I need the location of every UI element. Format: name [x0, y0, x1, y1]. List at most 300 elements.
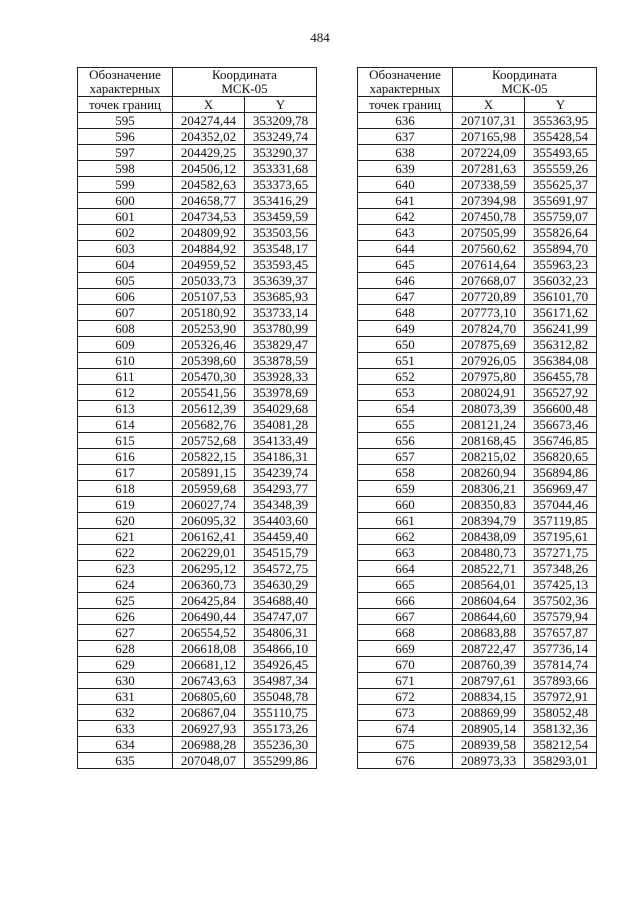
x-cell: 204274,44 [173, 113, 245, 129]
table-row [78, 177, 317, 193]
table-row [358, 513, 597, 529]
y-cell: 353639,37 [245, 273, 317, 289]
x-cell: 208722,47 [453, 641, 525, 657]
point-id-cell: 647 [358, 289, 453, 305]
point-id-cell: 641 [358, 193, 453, 209]
point-id-cell: 646 [358, 273, 453, 289]
x-cell: 208121,24 [453, 417, 525, 433]
point-id-cell: 601 [78, 209, 173, 225]
table-row [358, 161, 597, 177]
y-cell: 355625,37 [525, 177, 597, 193]
x-cell: 208797,61 [453, 673, 525, 689]
table-row [78, 737, 317, 753]
point-id-cell: 645 [358, 257, 453, 273]
table-row [78, 721, 317, 737]
table-row [78, 161, 317, 177]
x-cell: 208394,79 [453, 513, 525, 529]
y-cell: 356820,65 [525, 449, 597, 465]
table-row [78, 609, 317, 625]
x-cell: 205180,92 [173, 305, 245, 321]
designation-header-line3: точек границ [358, 97, 453, 113]
point-id-cell: 629 [78, 657, 173, 673]
y-cell: 354515,79 [245, 545, 317, 561]
table-row [358, 401, 597, 417]
table-row [78, 545, 317, 561]
y-cell: 353548,17 [245, 241, 317, 257]
table-row [78, 385, 317, 401]
y-cell: 353249,74 [245, 129, 317, 145]
table-row [358, 689, 597, 705]
point-id-cell: 657 [358, 449, 453, 465]
y-cell: 354987,34 [245, 673, 317, 689]
table-row [78, 337, 317, 353]
point-id-cell: 652 [358, 369, 453, 385]
point-id-cell: 633 [78, 721, 173, 737]
point-id-cell: 625 [78, 593, 173, 609]
table-row [78, 465, 317, 481]
x-cell: 204658,77 [173, 193, 245, 209]
table-row [78, 241, 317, 257]
y-cell: 355759,07 [525, 209, 597, 225]
table-row [78, 657, 317, 673]
point-id-cell: 610 [78, 353, 173, 369]
point-id-cell: 667 [358, 609, 453, 625]
designation-header-line1: Обозначение [369, 67, 441, 82]
y-cell: 353373,65 [245, 177, 317, 193]
x-cell: 207048,07 [173, 753, 245, 769]
x-cell: 204884,92 [173, 241, 245, 257]
y-cell: 355299,86 [245, 753, 317, 769]
y-cell: 355173,26 [245, 721, 317, 737]
x-cell: 206805,60 [173, 689, 245, 705]
y-cell: 355691,97 [525, 193, 597, 209]
point-id-cell: 644 [358, 241, 453, 257]
point-id-cell: 665 [358, 577, 453, 593]
table-row [78, 289, 317, 305]
y-cell: 357972,91 [525, 689, 597, 705]
x-cell: 205822,15 [173, 449, 245, 465]
point-id-cell: 660 [358, 497, 453, 513]
point-id-cell: 626 [78, 609, 173, 625]
table-row [358, 113, 597, 129]
x-cell: 205470,30 [173, 369, 245, 385]
x-cell: 204734,53 [173, 209, 245, 225]
x-cell: 208939,58 [453, 737, 525, 753]
y-cell: 355236,30 [245, 737, 317, 753]
y-cell: 355428,54 [525, 129, 597, 145]
x-cell: 205253,90 [173, 321, 245, 337]
y-cell: 357425,13 [525, 577, 597, 593]
x-cell: 207824,70 [453, 321, 525, 337]
x-cell: 208683,88 [453, 625, 525, 641]
x-cell: 208564,01 [453, 577, 525, 593]
x-cell: 205541,56 [173, 385, 245, 401]
table-row [358, 353, 597, 369]
table-row [78, 257, 317, 273]
y-cell: 356241,99 [525, 321, 597, 337]
x-cell: 208760,39 [453, 657, 525, 673]
y-cell: 353459,59 [245, 209, 317, 225]
point-id-cell: 623 [78, 561, 173, 577]
x-cell: 204582,63 [173, 177, 245, 193]
x-cell: 208905,14 [453, 721, 525, 737]
x-cell: 207450,78 [453, 209, 525, 225]
table-row [358, 433, 597, 449]
point-id-cell: 637 [358, 129, 453, 145]
y-cell: 353878,59 [245, 353, 317, 369]
table-row [78, 449, 317, 465]
x-cell: 208215,02 [453, 449, 525, 465]
y-cell: 356171,62 [525, 305, 597, 321]
y-cell: 357814,74 [525, 657, 597, 673]
point-id-cell: 599 [78, 177, 173, 193]
y-column-header: Y [525, 97, 597, 113]
table-row [78, 561, 317, 577]
x-cell: 205682,76 [173, 417, 245, 433]
x-cell: 208073,39 [453, 401, 525, 417]
y-cell: 357893,66 [525, 673, 597, 689]
table-row [358, 337, 597, 353]
table-row [78, 625, 317, 641]
point-id-cell: 614 [78, 417, 173, 433]
x-cell: 206867,04 [173, 705, 245, 721]
point-id-cell: 663 [358, 545, 453, 561]
x-cell: 207720,89 [453, 289, 525, 305]
y-cell: 353829,47 [245, 337, 317, 353]
x-cell: 208869,99 [453, 705, 525, 721]
y-cell: 354239,74 [245, 465, 317, 481]
x-cell: 204506,12 [173, 161, 245, 177]
y-cell: 353733,14 [245, 305, 317, 321]
x-cell: 205033,73 [173, 273, 245, 289]
table-row [358, 497, 597, 513]
x-cell: 205752,68 [173, 433, 245, 449]
y-column-header: Y [245, 97, 317, 113]
table-row [78, 689, 317, 705]
table-row [358, 609, 597, 625]
y-cell: 356746,85 [525, 433, 597, 449]
table-row [358, 577, 597, 593]
x-cell: 206681,12 [173, 657, 245, 673]
point-id-cell: 602 [78, 225, 173, 241]
point-id-cell: 658 [358, 465, 453, 481]
table-row [358, 657, 597, 673]
point-id-cell: 636 [358, 113, 453, 129]
point-id-cell: 638 [358, 145, 453, 161]
table-row [358, 561, 597, 577]
y-cell: 353593,45 [245, 257, 317, 273]
y-cell: 358293,01 [525, 753, 597, 769]
table-row [358, 753, 597, 769]
point-id-cell: 619 [78, 497, 173, 513]
x-cell: 208834,15 [453, 689, 525, 705]
point-id-cell: 634 [78, 737, 173, 753]
x-cell: 207165,98 [453, 129, 525, 145]
table-row [78, 641, 317, 657]
table-row [358, 305, 597, 321]
coordinate-header [173, 68, 317, 97]
y-cell: 354186,31 [245, 449, 317, 465]
table-row [78, 401, 317, 417]
table-row [78, 225, 317, 241]
x-cell: 208644,60 [453, 609, 525, 625]
y-cell: 353928,33 [245, 369, 317, 385]
point-id-cell: 631 [78, 689, 173, 705]
x-cell: 205107,53 [173, 289, 245, 305]
y-cell: 357044,46 [525, 497, 597, 513]
table-row [78, 145, 317, 161]
point-id-cell: 596 [78, 129, 173, 145]
table-row [78, 481, 317, 497]
designation-header-line2: характерных [369, 81, 441, 96]
point-id-cell: 666 [358, 593, 453, 609]
y-cell: 354293,77 [245, 481, 317, 497]
coordinates-table-left [77, 67, 317, 769]
y-cell: 356384,08 [525, 353, 597, 369]
table-body-left [78, 113, 317, 769]
point-id-cell: 661 [358, 513, 453, 529]
x-cell: 207394,98 [453, 193, 525, 209]
point-id-cell: 609 [78, 337, 173, 353]
y-cell: 357657,87 [525, 625, 597, 641]
coordinate-header-line2: МСК-05 [501, 81, 548, 96]
x-cell: 208024,91 [453, 385, 525, 401]
point-id-cell: 628 [78, 641, 173, 657]
table-row [78, 577, 317, 593]
y-cell: 355493,65 [525, 145, 597, 161]
y-cell: 356527,92 [525, 385, 597, 401]
table-row [78, 209, 317, 225]
coordinate-header-line2: МСК-05 [221, 81, 268, 96]
table-row [78, 113, 317, 129]
table-row [78, 129, 317, 145]
point-id-cell: 651 [358, 353, 453, 369]
page-number: 484 [310, 30, 330, 45]
point-id-cell: 656 [358, 433, 453, 449]
y-cell: 353503,56 [245, 225, 317, 241]
designation-header [78, 68, 173, 97]
y-cell: 354133,49 [245, 433, 317, 449]
y-cell: 355048,78 [245, 689, 317, 705]
coordinate-header-line1: Координата [212, 67, 277, 82]
point-id-cell: 627 [78, 625, 173, 641]
point-id-cell: 621 [78, 529, 173, 545]
y-cell: 356032,23 [525, 273, 597, 289]
x-cell: 208350,83 [453, 497, 525, 513]
table-row [78, 753, 317, 769]
x-cell: 208260,94 [453, 465, 525, 481]
y-cell: 356673,46 [525, 417, 597, 433]
point-id-cell: 642 [358, 209, 453, 225]
x-cell: 206027,74 [173, 497, 245, 513]
y-cell: 354688,40 [245, 593, 317, 609]
x-cell: 205612,39 [173, 401, 245, 417]
point-id-cell: 606 [78, 289, 173, 305]
y-cell: 355110,75 [245, 705, 317, 721]
y-cell: 357119,85 [525, 513, 597, 529]
x-cell: 205891,15 [173, 465, 245, 481]
table-row [78, 529, 317, 545]
x-cell: 206360,73 [173, 577, 245, 593]
x-column-header: X [453, 97, 525, 113]
point-id-cell: 640 [358, 177, 453, 193]
x-cell: 207224,09 [453, 145, 525, 161]
point-id-cell: 650 [358, 337, 453, 353]
x-cell: 208168,45 [453, 433, 525, 449]
x-cell: 207875,69 [453, 337, 525, 353]
y-cell: 357271,75 [525, 545, 597, 561]
x-cell: 207560,62 [453, 241, 525, 257]
table-row [78, 369, 317, 385]
table-row [78, 433, 317, 449]
x-cell: 208973,33 [453, 753, 525, 769]
point-id-cell: 676 [358, 753, 453, 769]
x-cell: 207338,59 [453, 177, 525, 193]
table-row [358, 145, 597, 161]
y-cell: 356101,70 [525, 289, 597, 305]
y-cell: 353780,99 [245, 321, 317, 337]
table-row [358, 737, 597, 753]
point-id-cell: 616 [78, 449, 173, 465]
table-row [78, 497, 317, 513]
x-cell: 206295,12 [173, 561, 245, 577]
x-cell: 207614,64 [453, 257, 525, 273]
y-cell: 358132,36 [525, 721, 597, 737]
point-id-cell: 605 [78, 273, 173, 289]
table-row [78, 417, 317, 433]
table-row [358, 465, 597, 481]
y-cell: 353209,78 [245, 113, 317, 129]
x-cell: 205959,68 [173, 481, 245, 497]
y-cell: 356600,48 [525, 401, 597, 417]
table-row [358, 449, 597, 465]
x-cell: 204352,02 [173, 129, 245, 145]
table-row [78, 273, 317, 289]
x-cell: 207773,10 [453, 305, 525, 321]
y-cell: 355894,70 [525, 241, 597, 257]
x-cell: 206554,52 [173, 625, 245, 641]
x-cell: 206618,08 [173, 641, 245, 657]
y-cell: 354348,39 [245, 497, 317, 513]
y-cell: 354403,60 [245, 513, 317, 529]
designation-header-line2: характерных [89, 81, 161, 96]
y-cell: 356455,78 [525, 369, 597, 385]
y-cell: 357195,61 [525, 529, 597, 545]
y-cell: 354926,45 [245, 657, 317, 673]
point-id-cell: 608 [78, 321, 173, 337]
y-cell: 354029,68 [245, 401, 317, 417]
y-cell: 355559,26 [525, 161, 597, 177]
x-cell: 208480,73 [453, 545, 525, 561]
table-row [358, 385, 597, 401]
x-cell: 206743,63 [173, 673, 245, 689]
table-row [358, 721, 597, 737]
table-row [358, 177, 597, 193]
table-row [78, 353, 317, 369]
point-id-cell: 622 [78, 545, 173, 561]
y-cell: 358052,48 [525, 705, 597, 721]
y-cell: 357736,14 [525, 641, 597, 657]
point-id-cell: 653 [358, 385, 453, 401]
point-id-cell: 654 [358, 401, 453, 417]
y-cell: 353331,68 [245, 161, 317, 177]
point-id-cell: 664 [358, 561, 453, 577]
table-row [358, 673, 597, 689]
point-id-cell: 630 [78, 673, 173, 689]
y-cell: 354630,29 [245, 577, 317, 593]
y-cell: 357348,26 [525, 561, 597, 577]
table-row [358, 625, 597, 641]
y-cell: 353978,69 [245, 385, 317, 401]
y-cell: 354459,40 [245, 529, 317, 545]
point-id-cell: 639 [358, 161, 453, 177]
point-id-cell: 668 [358, 625, 453, 641]
y-cell: 355963,23 [525, 257, 597, 273]
y-cell: 357579,94 [525, 609, 597, 625]
point-id-cell: 632 [78, 705, 173, 721]
point-id-cell: 615 [78, 433, 173, 449]
point-id-cell: 672 [358, 689, 453, 705]
point-id-cell: 598 [78, 161, 173, 177]
x-cell: 206229,01 [173, 545, 245, 561]
point-id-cell: 649 [358, 321, 453, 337]
y-cell: 353290,37 [245, 145, 317, 161]
point-id-cell: 617 [78, 465, 173, 481]
point-id-cell: 675 [358, 737, 453, 753]
x-cell: 208438,09 [453, 529, 525, 545]
point-id-cell: 670 [358, 657, 453, 673]
table-row [358, 225, 597, 241]
table-body-right [358, 113, 597, 769]
x-cell: 206425,84 [173, 593, 245, 609]
y-cell: 353416,29 [245, 193, 317, 209]
x-cell: 207926,05 [453, 353, 525, 369]
table-row [358, 321, 597, 337]
coordinate-header [453, 68, 597, 97]
table-row [358, 705, 597, 721]
point-id-cell: 669 [358, 641, 453, 657]
coordinate-header-line1: Координата [492, 67, 557, 82]
point-id-cell: 595 [78, 113, 173, 129]
point-id-cell: 624 [78, 577, 173, 593]
point-id-cell: 604 [78, 257, 173, 273]
y-cell: 354747,07 [245, 609, 317, 625]
y-cell: 354572,75 [245, 561, 317, 577]
y-cell: 356312,82 [525, 337, 597, 353]
table-row [358, 289, 597, 305]
designation-header-line1: Обозначение [89, 67, 161, 82]
table-row [358, 417, 597, 433]
y-cell: 355363,95 [525, 113, 597, 129]
table-row [78, 593, 317, 609]
x-cell: 204959,52 [173, 257, 245, 273]
table-row [78, 321, 317, 337]
x-cell: 207281,63 [453, 161, 525, 177]
y-cell: 358212,54 [525, 737, 597, 753]
table-row [358, 273, 597, 289]
y-cell: 356894,86 [525, 465, 597, 481]
coordinates-table-right [357, 67, 597, 769]
point-id-cell: 673 [358, 705, 453, 721]
x-cell: 205326,46 [173, 337, 245, 353]
point-id-cell: 671 [358, 673, 453, 689]
point-id-cell: 643 [358, 225, 453, 241]
table-row [358, 641, 597, 657]
x-cell: 207107,31 [453, 113, 525, 129]
x-cell: 208306,21 [453, 481, 525, 497]
y-cell: 354806,31 [245, 625, 317, 641]
table-row [358, 545, 597, 561]
